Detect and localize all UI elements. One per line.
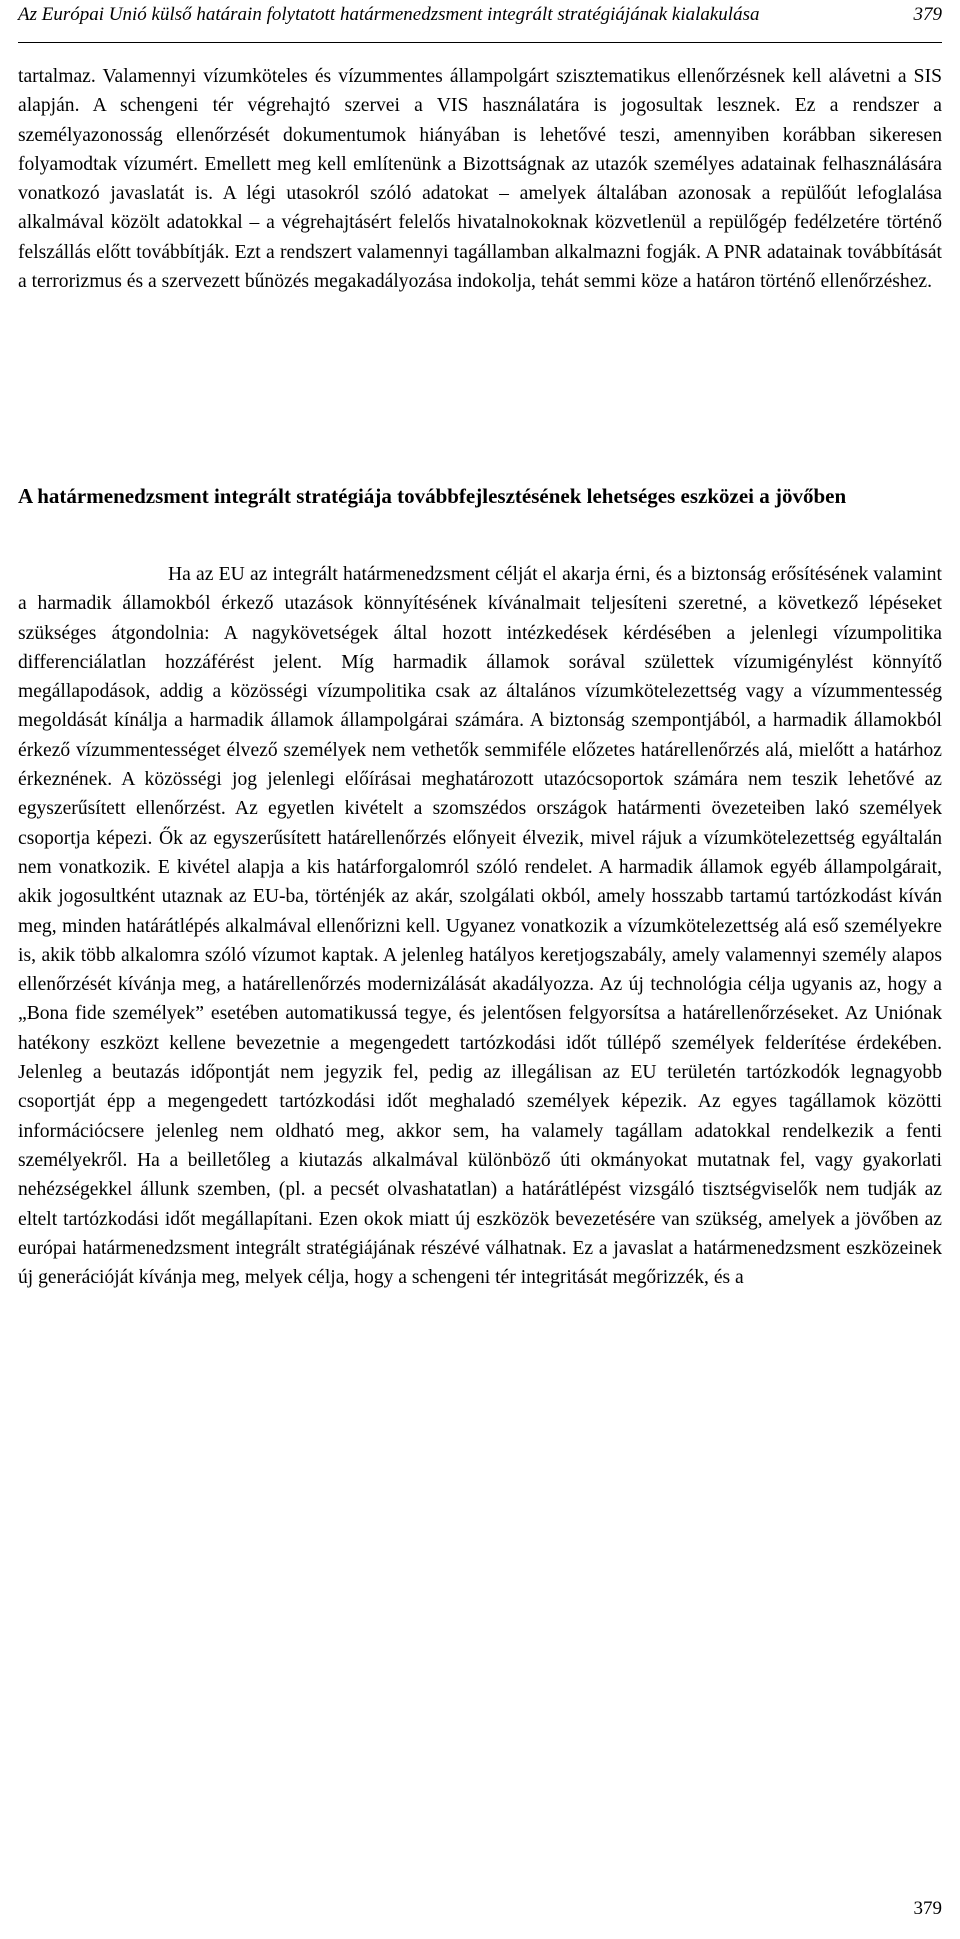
section-heading: A határmenedzsment integrált stratégiája továbbfejlesztésének lehetséges eszközei a jövőben [18,484,847,508]
footer-page-number: 379 [913,1898,942,1919]
header-page-number: 379 [913,4,942,25]
running-header [18,0,942,43]
running-header-title: Az Európai Unió külső határain folytatott határmenedzsment integrált stratégiájának kialakulása [18,4,760,25]
main-paragraph: Ha az EU az integrált határmenedzsment célját el akarja érni, és a biztonság erősítésének valamint a harmadik államokból érkező utazások könnyítésének kívánalmait teljesíteni szeretné, a következő lépéseket szükséges átgondolnia: A nagykövetségek által hozott intézkedések kérdésében a jelenlegi vízumpolitika differenciálatlan hozzáférést jelent. Míg harmadik államok sorával születtek vízumigénylést könnyítő megállapodások, addig a közösségi vízumpolitika csak az általános vízumkötelezettség vagy a vízummentesség megoldását kínálja a harmadik államok állampolgárai számára. A biztonság szempontjából, a harmadik államokból érkező vízummentességet élvező személyek nem vethetők semmiféle előzetes határellenőrzés alá, mielőtt a határhoz érkeznének. A közösségi jog jelenlegi előírásai meghatározott utazócsoportok számára nem teszik lehetővé az egyszerűsített ellenőrzést. Az egyetlen kivételt a szomszédos országok határmenti övezeteiben lakó személyek csoportja képezi. Ők az egyszerűsített határellenőrzés előnyeit élvezik, mivel rájuk a vízumkötelezettség egyáltalán nem vonatkozik. E kivétel alapja a kis határforgalomról szóló rendelet. A harmadik államok egyéb állampolgárait, akik jogosultként utaznak az EU-ba, történjék az akár, szolgálati okból, amely hosszabb tartamú tartózkodást kíván meg, minden határátlépés alkalmával ellenőrizni kell. Ugyanez vonatkozik a vízumkötelezettség alá eső személyekre is, akik több alkalomra szóló vízumot kaptak. A jelenleg hatályos keretjogszabály, amely valamennyi személy alapos ellenőrzését kívánja meg, a határellenőrzés modernizálását akadályozza. Az új technológia célja ugyanis az, hogy a „Bona fide személyek” esetében automatikussá tegye, és jelentősen felgyorsítsa a határellenőrzéseket. Az Uniónak hatékony eszközt kellene bevezetnie a megengedett tartózkodási időt túllépő személyek felderítése érdekében. Jelenleg a beutazás időpontját nem jegyzik fel, pedig az illegálisan az EU területén tartózkodók legnagyobb csoportját épp a megengedett tartózkodási időt meghaladó személyek képezik. Az egyes tagállamok közötti információcsere jelenleg nem oldható meg, akkor sem, ha valamely tagállam adatokkal rendelkezik a fenti személyekről. Ha a beilletőleg a kiutazás alkalmával különböző úti okmányokat mutatnak fel, vagy gyakorlati nehézségekkel állunk szemben, (pl. a pecsét olvashatatlan) a határátlépést vizsgáló tisztségviselők nem tudják az eltelt tartózkodási időt megállapítani. Ezen okok miatt új eszközök bevezetésére van szükség, amelyek a jövőben az európai határmenedzsment integrált stratégiájának részévé válhatnak. Ez a javaslat a határmenedzsment eszközeinek új generációját kívánja meg, melyek célja, hogy a schengeni tér integritását megőrizzék, és a [18,564,942,1289]
continuation-paragraph: tartalmaz. Valamennyi vízumköteles és vízummentes állampolgárt szisztematikus ellenőrzésnek kell alávetni a SIS alapján. A schengeni tér végrehajtó szervei a VIS használatára is jogosultak lesznek. Ez a rendszer a személyazonosság ellenőrzését dokumentumok hiányában is lehetővé teszi, amennyiben korábban sikeresen folyamodtak vízumért. Emellett meg kell említenünk a Bizottságnak az utazók személyes adatainak felhasználására vonatkozó javaslatát is. A légi utasokról szóló adatokat – amelyek általában azonosak a repülőút lefoglalása alkalmával közölt adatokkal – a végrehajtásért felelős hivatalnokoknak közvetlenül a repülőgép fedélzetére történő felszállás előtt továbbítják. Ezt a rendszert valamennyi tagállamban alkalmazni fogják. A PNR adatainak továbbítását a terrorizmus és a szervezett bűnözés megakadályozása indokolja, tehát semmi köze a határon történő ellenőrzéshez. [18,66,942,293]
